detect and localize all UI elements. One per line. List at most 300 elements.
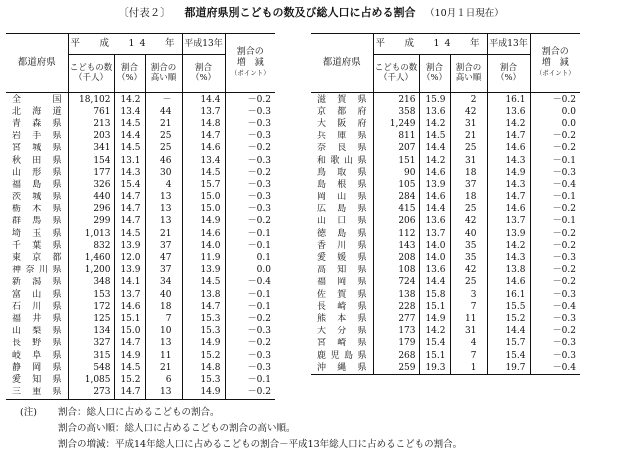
cell-rank: 40 xyxy=(145,289,182,301)
cell-ratio: 14.2 xyxy=(114,93,145,107)
cell-ratio13: 13.9 xyxy=(182,265,225,277)
cell-change: －0.1 xyxy=(552,216,576,227)
cell-pref: 群馬県 xyxy=(6,216,68,228)
cell-pref: 岡山県 xyxy=(311,192,373,204)
cell-change: －0.3 xyxy=(247,179,271,190)
cell-ratio: 14.4 xyxy=(419,143,450,155)
cell-pref: 島根県 xyxy=(311,179,373,191)
cell-count: 203 xyxy=(68,131,114,143)
table-row xyxy=(6,167,275,179)
cell-change: －0.2 xyxy=(552,228,576,239)
cell-ratio13: 14.3 xyxy=(487,155,530,167)
cell-count: 761 xyxy=(68,106,114,118)
cell-pref: 福島県 xyxy=(6,179,68,191)
cell-rank: 3 xyxy=(450,289,487,301)
table-row xyxy=(6,338,275,350)
cell-ratio: 15.9 xyxy=(419,93,450,107)
notes-head: (注) xyxy=(20,407,37,418)
cell-rank: 7 xyxy=(145,313,182,325)
cell-ratio: 13.1 xyxy=(114,155,145,167)
cell-count: 228 xyxy=(373,301,419,313)
table-row xyxy=(6,374,275,386)
cell-ratio13: 11.9 xyxy=(182,252,225,264)
cell-rank: 30 xyxy=(145,167,182,179)
cell-change: －0.1 xyxy=(247,301,271,312)
table-row xyxy=(6,277,275,289)
table-row xyxy=(6,301,275,313)
header-change-unit: （ポイント） xyxy=(230,69,270,78)
cell-count: 415 xyxy=(373,204,419,216)
cell-rank: 4 xyxy=(145,179,182,191)
cell-count: 207 xyxy=(373,143,419,155)
note-line-1: 割合：総人口に占めるこどもの割合。 xyxy=(58,407,220,418)
cell-pref: 青森県 xyxy=(6,118,68,130)
cell-ratio: 14.9 xyxy=(419,313,450,325)
cell-rank: 18 xyxy=(450,167,487,179)
table-row xyxy=(311,301,580,313)
cell-count: 299 xyxy=(68,216,114,228)
cell-rank: 10 xyxy=(145,326,182,338)
cell-change: －0.3 xyxy=(247,350,271,361)
cell-change: －0.3 xyxy=(552,289,576,300)
cell-pref: 千葉県 xyxy=(6,240,68,252)
cell-pref: 東京都 xyxy=(6,252,68,264)
cell-pref: 鹿児島県 xyxy=(311,350,373,362)
cell-change: －0.4 xyxy=(530,362,580,375)
cell-rank: 13 xyxy=(145,192,182,204)
cell-pref: 愛媛県 xyxy=(311,252,373,264)
cell-rank: 31 xyxy=(450,118,487,130)
cell-count: 179 xyxy=(373,338,419,350)
cell-rank: 21 xyxy=(450,131,487,143)
cell-change: 0.1 xyxy=(256,253,271,264)
header-change xyxy=(225,34,275,93)
cell-ratio: 14.2 xyxy=(419,326,450,338)
cell-rank: 25 xyxy=(145,143,182,155)
cell-ratio: 15.0 xyxy=(114,326,145,338)
cell-count: 108 xyxy=(373,265,419,277)
cell-count: 315 xyxy=(68,350,114,362)
header-ratio: 割合 （%） xyxy=(419,55,450,93)
cell-change: －0.3 xyxy=(552,313,576,324)
table-row xyxy=(311,265,580,277)
cell-ratio13: 14.4 xyxy=(487,326,530,338)
header-pref: 都道府県 xyxy=(311,34,373,93)
cell-change: －0.3 xyxy=(247,204,271,215)
cell-count: 90 xyxy=(373,167,419,179)
cell-ratio13: 14.3 xyxy=(487,252,530,264)
cell-ratio13: 15.2 xyxy=(487,313,530,325)
cell-ratio: 14.4 xyxy=(114,131,145,143)
header-rank: 割合の 高い順 xyxy=(450,55,487,93)
cell-count: 268 xyxy=(373,350,419,362)
cell-change: －0.1 xyxy=(552,192,576,203)
cell-pref: 奈良県 xyxy=(311,143,373,155)
table-row xyxy=(311,131,580,143)
cell-rank: 13 xyxy=(145,387,182,400)
table-row xyxy=(311,155,580,167)
table-row xyxy=(311,167,580,179)
cell-ratio: 15.4 xyxy=(419,338,450,350)
table-row xyxy=(311,326,580,338)
table-row xyxy=(6,143,275,155)
note-line-3: 割合の増減：平成14年総人口に占めるこどもの割合－平成13年総人口に占めるこどもの割合。 xyxy=(58,439,463,450)
cell-pref: 大分県 xyxy=(311,326,373,338)
notes xyxy=(20,405,462,453)
cell-ratio13: 14.5 xyxy=(182,277,225,289)
cell-pref: 香川県 xyxy=(311,240,373,252)
cell-ratio: 14.4 xyxy=(419,277,450,289)
cell-rank: 4 xyxy=(450,338,487,350)
cell-change: －0.2 xyxy=(247,94,271,105)
cell-count: 177 xyxy=(68,167,114,179)
cell-change: －0.3 xyxy=(247,118,271,129)
table-row xyxy=(311,93,580,107)
cell-ratio13: 13.7 xyxy=(182,106,225,118)
header-ratio13: 割合 （%） xyxy=(487,55,530,93)
cell-ratio13: 13.9 xyxy=(487,228,530,240)
table-row xyxy=(311,252,580,264)
cell-change: －0.3 xyxy=(552,350,576,361)
cell-ratio13: 14.6 xyxy=(487,277,530,289)
cell-ratio13: 14.8 xyxy=(182,118,225,130)
cell-ratio13: 15.7 xyxy=(487,338,530,350)
cell-count: 348 xyxy=(68,277,114,289)
header-ratio: 割合 （%） xyxy=(114,55,145,93)
cell-pref: 北海道 xyxy=(6,106,68,118)
cell-pref: 京都府 xyxy=(311,106,373,118)
cell-ratio13: 14.4 xyxy=(182,93,225,107)
cell-ratio: 14.4 xyxy=(419,204,450,216)
cell-ratio13: 15.5 xyxy=(487,301,530,313)
cell-count: 548 xyxy=(68,362,114,374)
cell-change: －0.3 xyxy=(247,326,271,337)
note-line-2: 割合の高い順：総人口に占めるこどもの割合の高い順。 xyxy=(58,423,296,434)
header-pref: 都道府県 xyxy=(6,34,68,93)
table-title-main: 都道府県別こどもの数及び総人口に占める割合 xyxy=(184,6,416,19)
table-row xyxy=(6,216,275,228)
cell-rank: 13 xyxy=(145,338,182,350)
cell-ratio: 14.1 xyxy=(114,277,145,289)
cell-pref: 埼玉県 xyxy=(6,228,68,240)
table-row xyxy=(6,131,275,143)
cell-rank: 35 xyxy=(450,240,487,252)
cell-ratio: 13.9 xyxy=(114,265,145,277)
table-row xyxy=(311,362,580,375)
cell-count: 213 xyxy=(68,118,114,130)
table-row xyxy=(6,192,275,204)
cell-count: 1,085 xyxy=(68,374,114,386)
cell-ratio: 15.1 xyxy=(419,301,450,313)
cell-change: －0.4 xyxy=(552,179,576,190)
header-rank: 割合の 高い順 xyxy=(145,55,182,93)
table-row xyxy=(311,228,580,240)
cell-ratio13: 16.1 xyxy=(487,93,530,107)
cell-pref: 広島県 xyxy=(311,204,373,216)
cell-pref: 徳島県 xyxy=(311,228,373,240)
cell-rank: 21 xyxy=(145,362,182,374)
cell-count: 284 xyxy=(373,192,419,204)
cell-count: 296 xyxy=(68,204,114,216)
cell-count: 125 xyxy=(68,313,114,325)
header-h14: 平 成 14 年 xyxy=(373,34,487,55)
cell-ratio13: 15.3 xyxy=(182,374,225,386)
cell-ratio: 13.9 xyxy=(419,179,450,191)
cell-pref: 栃木県 xyxy=(6,204,68,216)
cell-ratio: 19.3 xyxy=(419,362,450,375)
cell-ratio13: 15.3 xyxy=(182,326,225,338)
cell-count: 327 xyxy=(68,338,114,350)
right-table-body xyxy=(311,34,580,375)
table-row xyxy=(6,155,275,167)
cell-ratio13: 13.6 xyxy=(487,106,530,118)
cell-ratio13: 14.7 xyxy=(487,131,530,143)
cell-count: 811 xyxy=(373,131,419,143)
cell-change: 0.0 xyxy=(561,106,576,117)
cell-count: 143 xyxy=(373,240,419,252)
cell-ratio13: 15.4 xyxy=(487,350,530,362)
header-h14: 平 成 14 年 xyxy=(68,34,182,55)
cell-rank: 35 xyxy=(450,252,487,264)
cell-ratio13: 13.8 xyxy=(182,289,225,301)
cell-change: －0.1 xyxy=(247,228,271,239)
cell-ratio13: 14.7 xyxy=(182,131,225,143)
cell-ratio: 14.7 xyxy=(114,192,145,204)
cell-change: －0.2 xyxy=(247,167,271,178)
cell-rank: 2 xyxy=(450,93,487,107)
table-row xyxy=(6,362,275,374)
table-row xyxy=(6,313,275,325)
table-row xyxy=(6,326,275,338)
table-row xyxy=(6,387,275,400)
cell-rank: 34 xyxy=(145,277,182,289)
cell-change: －0.1 xyxy=(247,289,271,300)
cell-ratio: 13.7 xyxy=(419,228,450,240)
cell-rank: 42 xyxy=(450,265,487,277)
cell-pref: 和歌山県 xyxy=(311,155,373,167)
cell-ratio13: 14.2 xyxy=(487,118,530,130)
cell-pref: 秋田県 xyxy=(6,155,68,167)
cell-rank: 7 xyxy=(450,301,487,313)
header-count: こどもの数 （千人） xyxy=(373,55,419,93)
header-change xyxy=(530,34,580,93)
cell-change: －0.3 xyxy=(552,167,576,178)
cell-pref: 神奈川県 xyxy=(6,265,68,277)
cell-change: －0.3 xyxy=(552,338,576,349)
cell-count: 216 xyxy=(373,93,419,107)
cell-count: 341 xyxy=(68,143,114,155)
cell-ratio13: 14.6 xyxy=(487,204,530,216)
cell-change: －0.2 xyxy=(247,338,271,349)
cell-count: 1,200 xyxy=(68,265,114,277)
cell-rank: 40 xyxy=(450,228,487,240)
cell-count: 105 xyxy=(373,179,419,191)
cell-ratio13: 13.7 xyxy=(487,216,530,228)
cell-ratio: 13.7 xyxy=(114,289,145,301)
cell-rank: 37 xyxy=(145,240,182,252)
cell-ratio13: 19.7 xyxy=(487,362,530,375)
cell-ratio13: 14.7 xyxy=(182,301,225,313)
cell-pref: 岩手県 xyxy=(6,131,68,143)
cell-count: 172 xyxy=(68,301,114,313)
cell-count: 1,013 xyxy=(68,228,114,240)
cell-ratio: 14.0 xyxy=(419,252,450,264)
table-row xyxy=(311,143,580,155)
cell-change: －0.2 xyxy=(552,204,576,215)
table-row xyxy=(311,192,580,204)
cell-count: 206 xyxy=(373,216,419,228)
cell-rank: 25 xyxy=(450,143,487,155)
cell-ratio13: 14.9 xyxy=(182,338,225,350)
cell-rank: 42 xyxy=(450,216,487,228)
header-change-label: 割合の 増 減 xyxy=(236,47,264,68)
table-tag: 〔付表２〕 xyxy=(118,7,171,19)
cell-pref: 岐阜県 xyxy=(6,350,68,362)
cell-count: 277 xyxy=(373,313,419,325)
cell-rank: 18 xyxy=(450,192,487,204)
cell-rank: 47 xyxy=(145,252,182,264)
cell-pref: 山梨県 xyxy=(6,326,68,338)
cell-rank: 31 xyxy=(450,155,487,167)
cell-rank: 11 xyxy=(145,350,182,362)
table-row xyxy=(311,313,580,325)
table-row xyxy=(311,216,580,228)
cell-ratio: 14.5 xyxy=(114,362,145,374)
cell-ratio13: 15.0 xyxy=(182,192,225,204)
table-row xyxy=(6,228,275,240)
table-row xyxy=(6,350,275,362)
cell-ratio13: 15.3 xyxy=(182,313,225,325)
cell-pref: 佐賀県 xyxy=(311,289,373,301)
cell-count: 151 xyxy=(373,155,419,167)
header-h13: 平成13年 xyxy=(182,34,225,55)
cell-change: －0.4 xyxy=(247,277,271,288)
cell-change: －0.2 xyxy=(247,313,271,324)
cell-pref: 福井県 xyxy=(6,313,68,325)
cell-change: －0.3 xyxy=(247,155,271,166)
cell-ratio: 13.6 xyxy=(419,106,450,118)
cell-ratio: 14.7 xyxy=(114,338,145,350)
cell-pref: 長野県 xyxy=(6,338,68,350)
cell-ratio13: 15.7 xyxy=(182,179,225,191)
header-change-label: 割合の 増 減 xyxy=(541,47,569,68)
cell-ratio: 14.9 xyxy=(114,350,145,362)
cell-ratio: 15.1 xyxy=(419,350,450,362)
cell-ratio: 15.4 xyxy=(114,179,145,191)
cell-ratio: 14.5 xyxy=(114,118,145,130)
cell-ratio: 14.6 xyxy=(114,301,145,313)
cell-ratio13: 14.9 xyxy=(182,216,225,228)
table-row xyxy=(311,118,580,130)
cell-rank: 13 xyxy=(145,204,182,216)
table-row xyxy=(6,106,275,118)
cell-ratio: 14.5 xyxy=(114,228,145,240)
cell-pref: 山形県 xyxy=(6,167,68,179)
cell-rank: 31 xyxy=(450,326,487,338)
table-row xyxy=(6,252,275,264)
cell-change: －0.2 xyxy=(552,326,576,337)
table-row xyxy=(6,93,275,107)
cell-ratio: 13.9 xyxy=(114,240,145,252)
cell-pref: 沖縄県 xyxy=(311,362,373,375)
cell-ratio: 14.7 xyxy=(114,204,145,216)
cell-rank: 1 xyxy=(450,362,487,375)
cell-rank: 37 xyxy=(145,265,182,277)
cell-ratio: 14.2 xyxy=(419,118,450,130)
header-ratio13: 割合 （%） xyxy=(182,55,225,93)
cell-ratio13: 14.2 xyxy=(487,240,530,252)
cell-change: －0.2 xyxy=(552,143,576,154)
cell-rank: 21 xyxy=(145,118,182,130)
cell-ratio13: 14.8 xyxy=(182,362,225,374)
cell-rank: 6 xyxy=(145,374,182,386)
cell-count: 1,249 xyxy=(373,118,419,130)
table-row xyxy=(6,289,275,301)
cell-ratio13: 16.1 xyxy=(487,289,530,301)
cell-change: 0.0 xyxy=(256,265,271,276)
cell-change: －0.2 xyxy=(247,216,271,227)
cell-count: 112 xyxy=(373,228,419,240)
cell-ratio: 12.0 xyxy=(114,252,145,264)
left-table xyxy=(6,33,275,400)
cell-count: 208 xyxy=(373,252,419,264)
cell-pref: 鳥取県 xyxy=(311,167,373,179)
table-row xyxy=(311,289,580,301)
cell-count: 724 xyxy=(373,277,419,289)
cell-ratio: 15.8 xyxy=(419,289,450,301)
cell-rank: 46 xyxy=(145,155,182,167)
cell-change: －0.2 xyxy=(552,94,576,105)
cell-pref: 長崎県 xyxy=(311,301,373,313)
header-h13: 平成13年 xyxy=(487,34,530,55)
cell-ratio: 14.0 xyxy=(419,240,450,252)
table-row xyxy=(311,179,580,191)
table-row xyxy=(311,350,580,362)
right-table xyxy=(311,33,580,375)
cell-rank: 18 xyxy=(145,301,182,313)
cell-ratio13: 14.6 xyxy=(182,228,225,240)
cell-rank: 11 xyxy=(450,313,487,325)
cell-ratio13: 14.5 xyxy=(182,167,225,179)
table-row xyxy=(6,240,275,252)
cell-change: －0.2 xyxy=(247,143,271,154)
cell-count: 154 xyxy=(68,155,114,167)
cell-rank: 13 xyxy=(145,216,182,228)
cell-pref: 静岡県 xyxy=(6,362,68,374)
table-date-note: （10月１日現在） xyxy=(425,8,504,19)
cell-change: －0.1 xyxy=(247,240,271,251)
cell-pref: 富山県 xyxy=(6,289,68,301)
cell-ratio13: 15.0 xyxy=(182,204,225,216)
cell-ratio: 13.6 xyxy=(419,265,450,277)
cell-pref: 三重県 xyxy=(6,387,68,400)
cell-ratio13: 14.0 xyxy=(182,240,225,252)
cell-rank: 25 xyxy=(450,204,487,216)
cell-pref: 新潟県 xyxy=(6,277,68,289)
cell-pref: 宮崎県 xyxy=(311,338,373,350)
cell-ratio13: 14.9 xyxy=(487,167,530,179)
cell-ratio: 14.3 xyxy=(114,167,145,179)
cell-pref: 大阪府 xyxy=(311,118,373,130)
cell-count: 1,460 xyxy=(68,252,114,264)
cell-pref: 熊本県 xyxy=(311,313,373,325)
cell-count: 173 xyxy=(373,326,419,338)
table-row xyxy=(311,338,580,350)
cell-change: －0.2 xyxy=(552,265,576,276)
cell-ratio: 14.6 xyxy=(419,167,450,179)
cell-count: 440 xyxy=(68,192,114,204)
cell-change: －0.3 xyxy=(247,192,271,203)
